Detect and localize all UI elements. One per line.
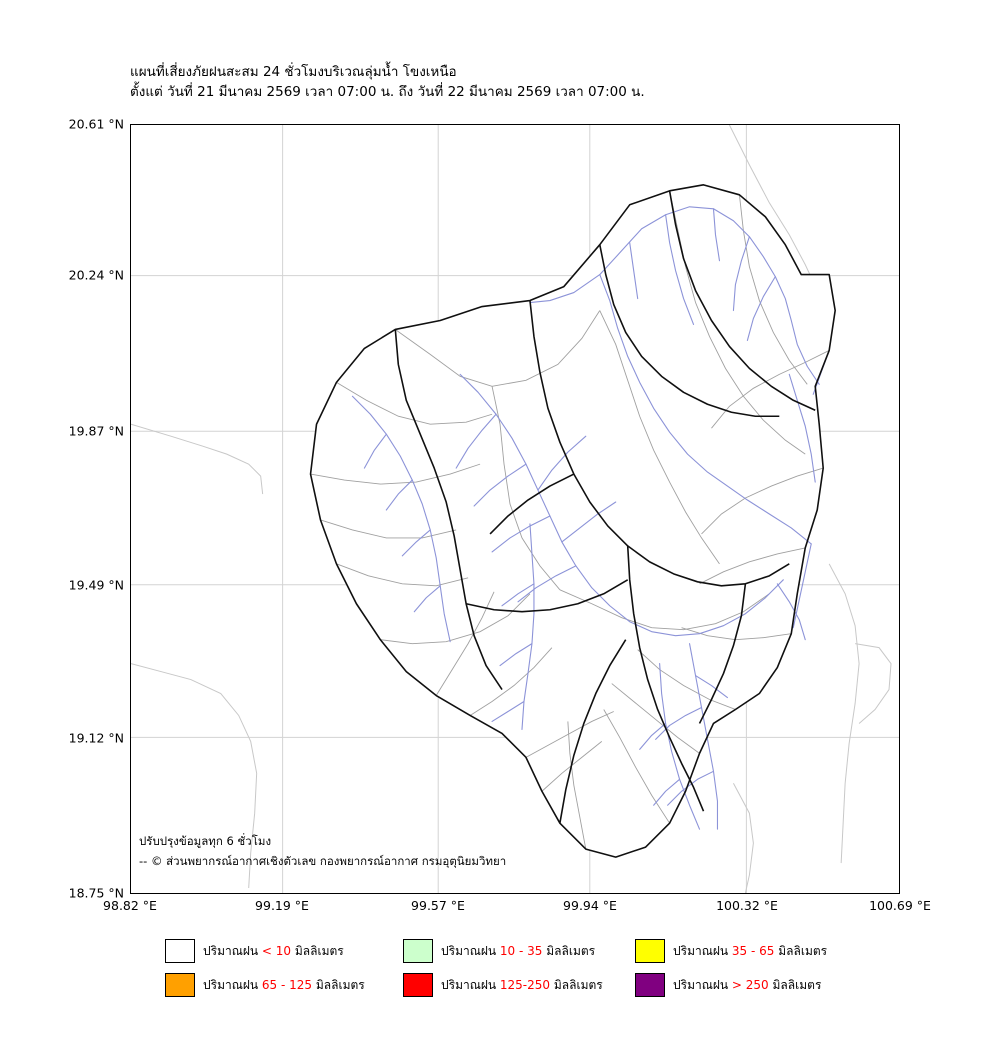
legend-range-gt250: > 250 <box>731 977 769 992</box>
x-tick-0: 98.82 °E <box>103 898 157 913</box>
legend-item-gt250[interactable] <box>635 968 865 1002</box>
legend-swatch-65-125 <box>165 973 195 997</box>
legend <box>165 934 865 1002</box>
map-title-line-2: ตั้งแต่ วันที่ 21 มีนาคม 2569 เวลา 07:00 น. ถึง วันที่ 22 มีนาคม 2569 เวลา 07:00 น. <box>130 84 645 100</box>
legend-range-10-35: 10 - 35 <box>499 943 543 958</box>
legend-swatch-lt10 <box>165 939 195 963</box>
x-tick-1: 99.19 °E <box>255 898 309 913</box>
legend-swatch-35-65 <box>635 939 665 963</box>
legend-item-35-65[interactable] <box>635 934 865 968</box>
x-tick-4: 100.32 °E <box>716 898 778 913</box>
legend-label-lt10 <box>203 942 344 961</box>
legend-prefix-lt10: ปริมาณฝน <box>203 943 259 958</box>
legend-unit-35-65: มิลลิเมตร <box>778 943 828 958</box>
legend-range-lt10: < 10 <box>261 943 292 958</box>
y-tick-1: 20.24 °N <box>68 267 124 283</box>
map-canvas[interactable] <box>130 124 900 894</box>
legend-unit-gt250: มิลลิเมตร <box>772 977 822 992</box>
y-axis <box>0 116 124 901</box>
y-tick-4: 19.12 °N <box>68 730 124 746</box>
legend-range-65-125: 65 - 125 <box>261 977 313 992</box>
legend-unit-125-250: มิลลิเมตร <box>553 977 603 992</box>
legend-label-35-65 <box>673 942 827 961</box>
credit-note: -- © ส่วนพยากรณ์อากาศเชิงตัวเลข กองพยากรณ์อากาศ กรมอุตุนิยมวิทยา <box>139 854 507 868</box>
legend-row-2 <box>165 968 865 1002</box>
legend-prefix-125-250: ปริมาณฝน <box>441 977 497 992</box>
title-block <box>130 62 930 102</box>
legend-prefix-35-65: ปริมาณฝน <box>673 943 729 958</box>
legend-row-1 <box>165 934 865 968</box>
x-tick-5: 100.69 °E <box>869 898 931 913</box>
x-tick-3: 99.94 °E <box>563 898 617 913</box>
update-note: ปรับปรุงข้อมูลทุก 6 ชั่วโมง <box>139 834 272 848</box>
x-tick-2: 99.57 °E <box>411 898 465 913</box>
legend-prefix-65-125: ปริมาณฝน <box>203 977 259 992</box>
map-title-line-1: แผนที่เสี่ยงภัยฝนสะสม 24 ชั่วโมงบริเวณลุ่มน้ำ โขงเหนือ <box>130 64 457 80</box>
y-tick-2: 19.87 °N <box>68 423 124 439</box>
legend-swatch-10-35 <box>403 939 433 963</box>
legend-unit-lt10: มิลลิเมตร <box>294 943 344 958</box>
legend-item-10-35[interactable] <box>403 934 635 968</box>
legend-label-125-250 <box>441 976 603 995</box>
legend-item-125-250[interactable] <box>403 968 635 1002</box>
y-tick-0: 20.61 °N <box>68 116 124 132</box>
legend-prefix-10-35: ปริมาณฝน <box>441 943 497 958</box>
legend-unit-10-35: มิลลิเมตร <box>546 943 596 958</box>
legend-item-65-125[interactable] <box>165 968 403 1002</box>
map-graphic <box>131 125 899 893</box>
legend-item-lt10[interactable] <box>165 934 403 968</box>
legend-label-gt250 <box>673 976 821 995</box>
y-tick-3: 19.49 °N <box>68 577 124 593</box>
legend-label-65-125 <box>203 976 365 995</box>
legend-range-35-65: 35 - 65 <box>731 943 775 958</box>
x-axis <box>103 898 931 922</box>
legend-unit-65-125: มิลลิเมตร <box>315 977 365 992</box>
y-tick-5: 18.75 °N <box>68 885 124 901</box>
legend-range-125-250: 125-250 <box>499 977 551 992</box>
legend-swatch-gt250 <box>635 973 665 997</box>
legend-prefix-gt250: ปริมาณฝน <box>673 977 729 992</box>
legend-swatch-125-250 <box>403 973 433 997</box>
legend-label-10-35 <box>441 942 595 961</box>
